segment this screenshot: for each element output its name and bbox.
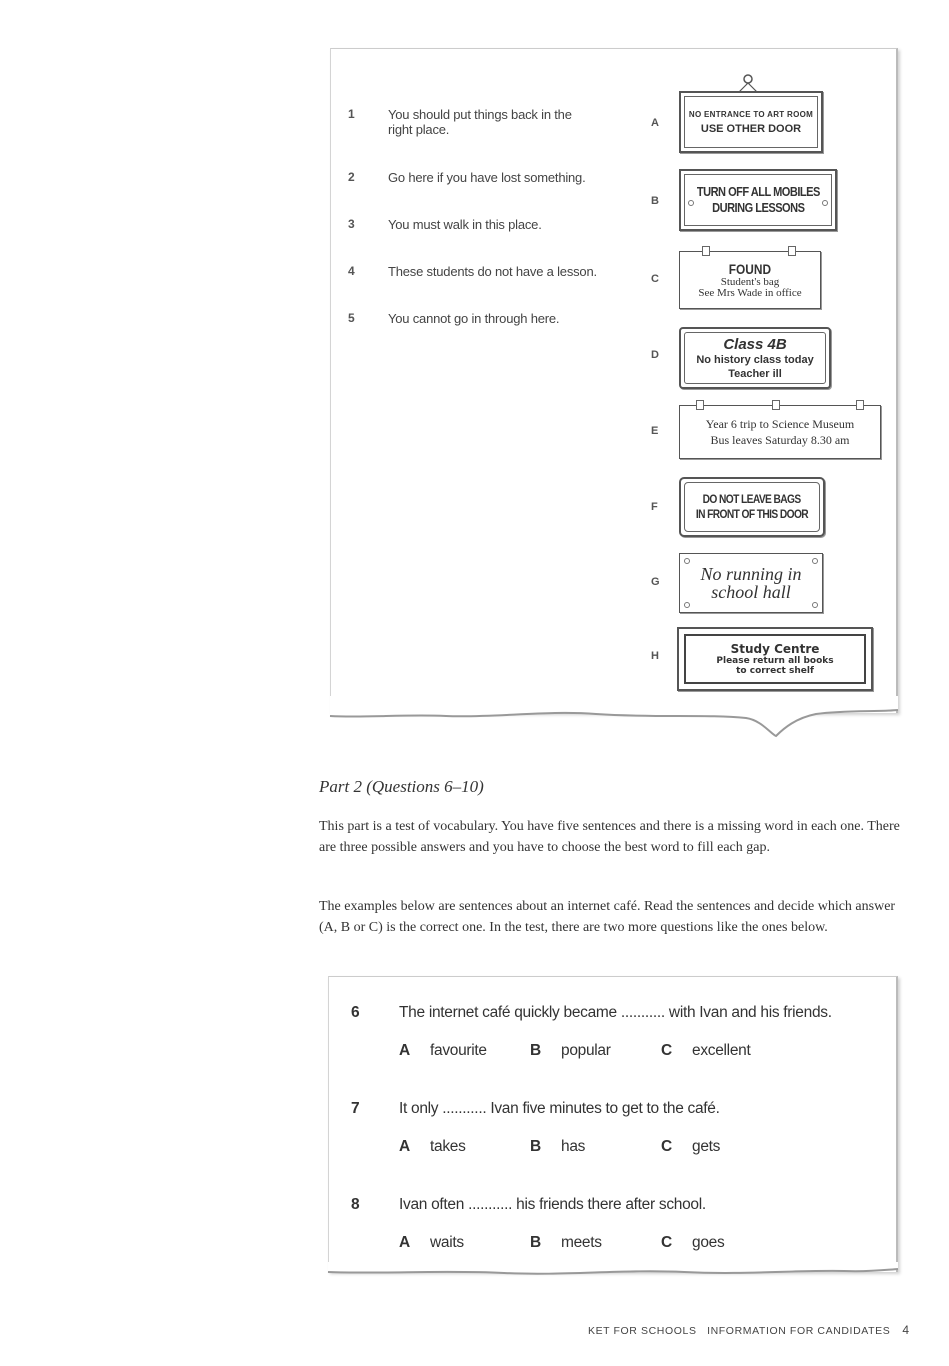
sign-line: USE OTHER DOOR xyxy=(700,122,802,135)
option-word: gets xyxy=(692,1138,721,1155)
part2-card xyxy=(328,976,898,1272)
question-text: Ivan often ........... his friends there after school. xyxy=(399,1196,706,1213)
question-row xyxy=(348,264,618,279)
sign-line: See Mrs Wade in office xyxy=(698,287,802,299)
sign-letter: E xyxy=(651,425,659,437)
option-word: meets xyxy=(561,1234,602,1251)
sign-letter: B xyxy=(651,195,659,207)
sign-letter: F xyxy=(651,501,658,513)
option-letter: B xyxy=(530,1138,541,1155)
intro-paragraph: The examples below are sentences about an internet café. Read the sentences and decide which answer (A, B or C) is the correct one. In the test, there are two more questions like the ones below. xyxy=(319,899,896,935)
option-word: excellent xyxy=(692,1042,751,1059)
question-text: These students do not have a lesson. xyxy=(388,264,597,279)
option-letter: B xyxy=(530,1234,541,1251)
torn-edge xyxy=(326,696,902,740)
option-letter: C xyxy=(661,1234,672,1251)
question-number: 1 xyxy=(348,107,355,121)
question-text: Go here if you have lost something. xyxy=(388,170,586,185)
sign-line: Year 6 trip to Science Museum xyxy=(705,417,855,431)
answer-option xyxy=(530,1042,611,1060)
sign-line: school hall xyxy=(711,582,791,602)
torn-edge xyxy=(324,1262,902,1282)
page-footer xyxy=(588,1323,909,1337)
question-number: 7 xyxy=(351,1100,360,1117)
option-letter: A xyxy=(399,1234,410,1251)
option-word: favourite xyxy=(430,1042,487,1059)
sign-f xyxy=(679,477,825,537)
screw-icon xyxy=(688,200,694,206)
option-letter: A xyxy=(399,1138,410,1155)
sign-e xyxy=(679,405,881,459)
sign-b xyxy=(679,169,837,231)
sign-line: Bus leaves Saturday 8.30 am xyxy=(710,433,850,447)
question-row xyxy=(348,217,598,232)
question-text: It only ........... Ivan five minutes to get to the café. xyxy=(399,1100,720,1117)
sign-line: DO NOT LEAVE BAGS xyxy=(703,492,801,506)
option-word: takes xyxy=(430,1138,466,1155)
sign-line: Student's bag xyxy=(720,276,780,288)
option-letter: B xyxy=(530,1042,541,1059)
question-number: 4 xyxy=(348,264,355,278)
question-row xyxy=(348,107,598,137)
answer-option xyxy=(530,1234,602,1252)
sign-line: DURING LESSONS xyxy=(711,200,805,215)
option-letter: C xyxy=(661,1138,672,1155)
intro-paragraph: This part is a test of vocabulary. You have five sentences and there is a missing word in each one. There are three possible answers and you have to choose the best word to fill each gap. xyxy=(319,819,900,855)
sign-letter: C xyxy=(651,273,659,285)
sign-line: TURN OFF ALL MOBILES xyxy=(696,184,820,199)
answer-option xyxy=(661,1234,724,1252)
sign-line: No history class today xyxy=(696,353,814,366)
question-text: You must walk in this place. xyxy=(388,217,542,232)
question-row xyxy=(348,311,598,326)
option-word: has xyxy=(561,1138,586,1155)
sign-line: No running in xyxy=(700,564,802,584)
answer-option xyxy=(530,1138,585,1156)
sign-h xyxy=(677,627,873,691)
sign-c xyxy=(679,251,821,309)
question-number: 6 xyxy=(351,1004,360,1021)
answer-option xyxy=(399,1138,466,1156)
sign-line: FOUND xyxy=(728,261,772,277)
option-word: goes xyxy=(692,1234,725,1251)
sign-line: IN FRONT OF THIS DOOR xyxy=(695,507,809,521)
sign-letter: H xyxy=(651,650,659,662)
part1-card xyxy=(330,48,898,713)
sign-line: Please return all books xyxy=(716,656,834,666)
option-letter: A xyxy=(399,1042,410,1059)
question-text: You should put things back in the right place. xyxy=(388,107,572,137)
answer-option xyxy=(661,1138,720,1156)
sign-line: Teacher ill xyxy=(728,367,782,380)
question-number: 2 xyxy=(348,170,355,184)
question-number: 5 xyxy=(348,311,355,325)
sign-line: to correct shelf xyxy=(736,666,814,676)
part-title: Part 2 (Questions 6–10) xyxy=(319,777,484,796)
answer-option xyxy=(399,1234,464,1252)
screw-icon xyxy=(822,200,828,206)
footer-text: KET FOR SCHOOLS INFORMATION FOR CANDIDATES xyxy=(587,1325,891,1337)
sign-d xyxy=(679,327,831,389)
sign-letter: A xyxy=(651,117,659,129)
question-number: 3 xyxy=(348,217,355,231)
sign-g xyxy=(679,553,823,613)
option-word: waits xyxy=(430,1234,464,1251)
sign-a xyxy=(679,91,823,153)
question-row xyxy=(348,170,598,185)
answer-option xyxy=(399,1042,487,1060)
sign-letter: G xyxy=(651,576,660,588)
question-text: You cannot go in through here. xyxy=(388,311,560,326)
page-number: 4 xyxy=(902,1323,909,1337)
sign-line: Study Centre xyxy=(730,642,820,656)
answer-option xyxy=(661,1042,750,1060)
option-letter: C xyxy=(661,1042,672,1059)
sign-letter: D xyxy=(651,349,659,361)
question-number: 8 xyxy=(351,1196,360,1213)
question-text: The internet café quickly became ........... with Ivan and his friends. xyxy=(399,1004,832,1021)
sign-line: Class 4B xyxy=(723,335,787,353)
option-word: popular xyxy=(561,1042,611,1059)
sign-line: NO ENTRANCE TO ART ROOM xyxy=(688,109,814,119)
